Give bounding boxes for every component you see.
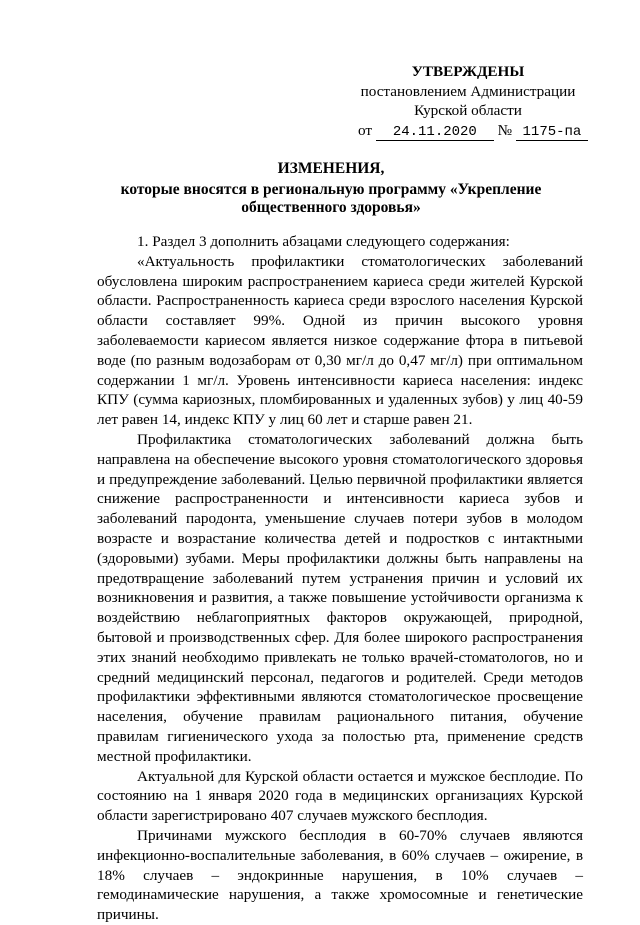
approval-number: 1175-па xyxy=(516,125,588,141)
document-subtitle: которые вносятся в региональную программу «Укрепление общественного здоровья» xyxy=(120,180,542,216)
document-heading xyxy=(100,160,562,218)
paragraph: 1. Раздел 3 дополнить абзацами следующего содержания: xyxy=(137,233,510,250)
paragraph: Актуальной для Курской области остается и мужское бесплодие. По состоянию на 1 января 2020 года в медицинских организациях Курской области зарегистрировано 407 случаев мужского бесплодия. xyxy=(97,767,583,825)
document-body xyxy=(97,232,583,925)
date-prefix: от xyxy=(358,121,373,139)
document-title: ИЗМЕНЕНИЯ, xyxy=(277,160,385,177)
paragraph: Профилактика стоматологических заболеваний должна быть направлена на обеспечение высокого уровня стоматологического здоровья и предупреждение заболеваний. Целью первичной профилактики является снижение распространенности и интенсивности кариеса зубов и заболеваний пародонта, уменьшение случаев потери зубов в молодом возрасте и возрастание количества детей и подростков с интактными (здоровыми) зубами. Меры профилактики должны быть направлены на предотвращение заболеваний путем устранения причин и условий их возникновения и развития, а также повышение устойчивости организма к воздействию неблагоприятных факторов окружающей, природной, бытовой и производственных сфер. Для более широкого распространения этих знаний необходимо привлекать не только врачей-стоматологов, но и средний медицинский персонал, педагогов и родителей. Среди методов профилактики эффективными являются стоматологическое просвещение населения, обучение правилам рационального питания, обучение правилам гигиенического ухода за полостью рта, применение средств местной профилактики. xyxy=(97,430,583,765)
approval-authority: постановлением Администрации xyxy=(360,82,576,100)
approval-date-line xyxy=(348,121,588,141)
approval-title: УТВЕРЖДЕНЫ xyxy=(411,63,525,80)
paragraph: Причинами мужского бесплодия в 60-70% случаев являются инфекционно-воспалительные заболевания, в 60% случаев – ожирение, в 18% случаев – эндокринные нарушения, в 10% случаев – гемодинамические нарушения, а также хромосомные и генетические причины. xyxy=(97,826,583,924)
approval-date: 24.11.2020 xyxy=(376,125,494,141)
approval-stamp xyxy=(348,62,588,141)
approval-region: Курской области xyxy=(414,102,522,119)
number-prefix: № xyxy=(497,121,513,139)
paragraph: «Актуальность профилактики стоматологических заболеваний обусловлена широким распространением кариеса среди жителей Курской области. Распространенность кариеса среди взрослого населения Курской области составляет 99%. Одной из причин высокого уровня заболеваемости кариесом является низкое содержание фтора в питьевой воде (по разным водозаборам от 0,30 мг/л до 0,47 мг/л) при оптимальном содержании 1 мг/л. Уровень интенсивности кариеса населения: индекс КПУ (сумма кариозных, пломбированных и удаленных зубов) у лиц 40-59 лет равен 14, индекс КПУ у лиц 60 лет и старше равен 21. xyxy=(97,252,583,429)
